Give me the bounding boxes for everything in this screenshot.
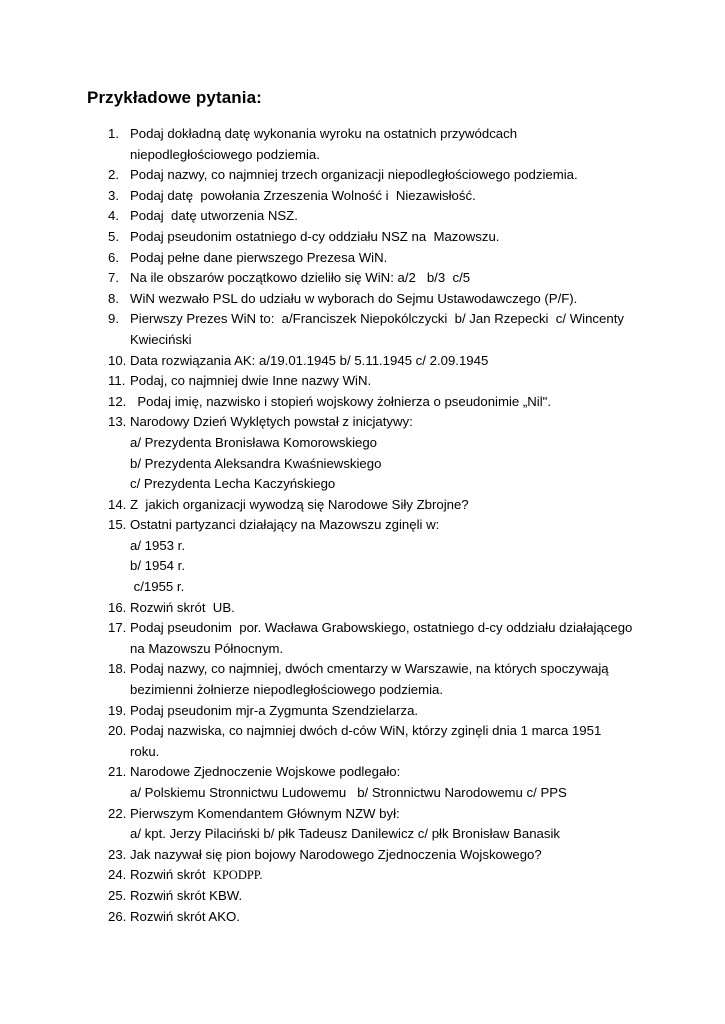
question-line [130,886,655,907]
question-line-text: b/ Prezydenta Aleksandra Kwaśniewskiego [130,455,382,471]
question-number-label: 10. [108,352,127,368]
question-line-text: Podaj datę powołania Zrzeszenia Wolność i Niezawisłość. [130,187,476,203]
question-text [130,371,655,392]
question-number [95,721,130,742]
question-item [95,865,655,886]
question-item [95,268,655,289]
question-item [95,124,655,165]
page-title: Przykładowe pytania: [87,88,262,107]
question-number-label: 3. [108,187,119,203]
question-line-text: Podaj nazwiska, co najmniej dwóch d-ców WiN, którzy zginęli dnia 1 marca 1951 [130,723,602,739]
question-line [130,433,655,454]
question-line-text: bezimienni żołnierze niepodległościowego podziemia. [130,682,444,698]
question-number [95,309,130,330]
question-line [130,495,655,516]
question-item [95,392,655,413]
question-line [130,556,655,577]
question-text [130,309,655,350]
question-line [130,536,655,557]
question-line [130,248,655,269]
question-number-label: 5. [108,228,119,244]
question-number-label: 13. [108,414,127,430]
question-line [130,412,655,433]
question-item [95,804,655,845]
question-number-label: 7. [108,270,119,286]
question-line [130,124,655,145]
question-text [130,701,655,722]
question-line-text: Narodowy Dzień Wyklętych powstał z inicjatywy: [130,414,413,430]
question-text [130,804,655,845]
question-text [130,515,655,597]
question-text [130,227,655,248]
question-line [130,865,655,886]
question-number-label: 23. [108,846,127,862]
question-number-label: 18. [108,661,127,677]
question-line-text: na Mazowszu Północnym. [130,640,284,656]
question-line [130,845,655,866]
question-line-text: Narodowe Zjednoczenie Wojskowe podlegało: [130,764,401,780]
question-number [95,351,130,372]
question-number-label: 25. [108,887,127,903]
question-line-text: Jak nazywał się pion bojowy Narodowego Zjednoczenia Wojskowego? [130,846,542,862]
question-number [95,845,130,866]
question-number-label: 4. [108,208,119,224]
question-line [130,145,655,166]
question-line [130,474,655,495]
question-number-label: 12. [108,393,127,409]
question-line [130,206,655,227]
question-line-text: Podaj nazwy, co najmniej, dwóch cmentarzy w Warszawie, na których spoczywają [130,661,609,677]
question-line [130,289,655,310]
question-line-text: Ostatni partyzanci działający na Mazowszu zginęli w: [130,517,440,533]
question-item [95,186,655,207]
question-line [130,639,655,660]
question-text [130,659,655,700]
question-number [95,206,130,227]
question-text [130,248,655,269]
question-line [130,227,655,248]
question-line-text: Rozwiń skrót UB. [130,599,235,615]
question-line-text: Podaj dokładną datę wykonania wyroku na ostatnich przywódcach [130,126,518,141]
question-item [95,845,655,866]
question-item [95,659,655,700]
question-line-text: c/ Prezydenta Lecha Kaczyńskiego [130,476,336,492]
question-line-text: Kwieciński [130,331,192,347]
question-line [130,371,655,392]
question-text [130,907,655,928]
question-line [130,783,655,804]
question-item [95,598,655,619]
question-item [95,227,655,248]
question-number [95,268,130,289]
question-text [130,206,655,227]
question-number [95,598,130,619]
question-number [95,124,130,145]
question-item [95,886,655,907]
question-number [95,762,130,783]
question-number-label: 26. [108,908,127,924]
question-number-label: 6. [108,249,119,265]
question-number [95,165,130,186]
question-item [95,206,655,227]
question-number-label: 14. [108,496,127,512]
question-item [95,762,655,803]
question-line-text: Na ile obszarów początkowo dzieliło się WiN: a/2 b/3 c/5 [130,270,471,286]
question-line [130,454,655,475]
question-line [130,659,655,680]
question-line-text: b/ 1954 r. [130,558,185,574]
question-line-text: a/ 1953 r. [130,537,185,553]
question-number-label: 22. [108,805,127,821]
question-number-label: 17. [108,620,127,636]
question-line-text: Pierwszy Prezes WiN to: a/Franciszek Niepokólczycki b/ Jan Rzepecki c/ Wincenty [130,311,624,327]
question-number-label: 2. [108,167,119,183]
question-number-label: 15. [108,517,127,533]
question-text [130,392,655,413]
question-line-text: Podaj pełne dane pierwszego Prezesa WiN. [130,249,388,265]
question-line [130,165,655,186]
question-line [130,309,655,330]
question-item [95,701,655,722]
question-text [130,865,655,886]
question-number-label: 8. [108,290,119,306]
question-line-text: Pierwszym Komendantem Głównym NZW był: [130,805,400,821]
question-number-label: 16. [108,599,127,615]
question-text [130,289,655,310]
question-number-label: 11. [108,373,126,389]
question-text [130,618,655,659]
question-item [95,165,655,186]
question-line-text: a/ kpt. Jerzy Pilaciński b/ płk Tadeusz Danilewicz c/ płk Bronisław Banasik [130,826,560,842]
question-text [130,186,655,207]
question-number [95,515,130,536]
question-text [130,598,655,619]
question-line-text: Podaj pseudonim mjr-a Zygmunta Szendzielarza. [130,702,419,718]
question-line-text: Podaj pseudonim ostatniego d-cy oddziału NSZ na Mazowszu. [130,228,500,244]
question-number-label: 24. [108,867,127,883]
question-number [95,289,130,310]
question-item [95,618,655,659]
question-item [95,289,655,310]
question-item [95,412,655,494]
question-number-label: 19. [108,702,127,718]
question-line-text: a/ Polskiemu Stronnictwu Ludowemu b/ Stronnictwu Narodowemu c/ PPS [130,785,567,800]
question-number [95,371,130,392]
question-line [130,598,655,619]
question-line [130,330,655,351]
question-line [130,824,655,845]
question-line [130,701,655,722]
question-line-text: a/ Prezydenta Bronisława Komorowskiego [130,434,378,450]
question-item [95,248,655,269]
question-number [95,659,130,680]
question-number [95,804,130,825]
question-text [130,412,655,494]
question-line [130,618,655,639]
question-line [130,762,655,783]
question-line [130,186,655,207]
question-line-text: WiN wezwało PSL do udziału w wyborach do Sejmu Ustawodawczego (P/F). [130,290,578,306]
question-line [130,515,655,536]
question-number-label: 20. [108,723,127,739]
question-list [95,124,655,927]
question-number [95,886,130,907]
question-item [95,309,655,350]
question-item [95,351,655,372]
question-text [130,351,655,372]
question-line [130,577,655,598]
question-line-text: Z jakich organizacji wywodzą się Narodowe Siły Zbrojne? [130,496,469,512]
question-line [130,742,655,763]
question-number [95,701,130,722]
question-number [95,495,130,516]
question-item [95,515,655,597]
question-line [130,804,655,825]
question-line-text: Data rozwiązania AK: a/19.01.1945 b/ 5.11.1945 c/ 2.09.1945 [130,352,489,368]
question-line [130,392,655,413]
question-number-label: 21. [108,764,127,780]
question-number [95,412,130,433]
question-line-text: Rozwiń skrót KBW. [130,887,243,903]
question-item [95,721,655,762]
question-text [130,268,655,289]
question-line [130,268,655,289]
question-number [95,248,130,269]
question-line [130,680,655,701]
question-line-text: Rozwiń skrót [130,867,213,883]
question-item [95,371,655,392]
question-line-text: Podaj, co najmniej dwie Inne nazwy WiN. [130,373,372,389]
question-line-text: Rozwiń skrót AKO. [130,908,240,924]
question-line-text: c/1955 r. [130,579,185,595]
question-line-text: Podaj pseudonim por. Wacława Grabowskiego, ostatniego d-cy oddziału działającego [130,620,633,636]
question-text [130,721,655,762]
question-line-text: niepodległościowego podziemia. [130,146,320,162]
question-text [130,124,655,165]
question-number-label: 9. [108,311,119,327]
question-number [95,227,130,248]
question-text [130,845,655,866]
question-line-text: Podaj datę utworzenia NSZ. [130,208,298,224]
question-number [95,907,130,928]
question-number [95,865,130,886]
question-number [95,186,130,207]
question-item [95,907,655,928]
question-text [130,886,655,907]
question-number [95,618,130,639]
question-item [95,495,655,516]
question-line [130,907,655,928]
question-abbreviation: KPODPP. [212,868,263,883]
question-number [95,392,130,413]
question-line-text: Podaj nazwy, co najmniej trzech organizacji niepodległościowego podziemia. [130,167,578,183]
question-line-text: Podaj imię, nazwisko i stopień wojskowy żołnierza o pseudonimie „Nil". [130,393,552,409]
question-number-label: 1. [108,126,119,141]
question-text [130,495,655,516]
question-line [130,721,655,742]
question-line-text: roku. [130,743,160,759]
question-text [130,762,655,803]
question-text [130,165,655,186]
question-line [130,351,655,372]
